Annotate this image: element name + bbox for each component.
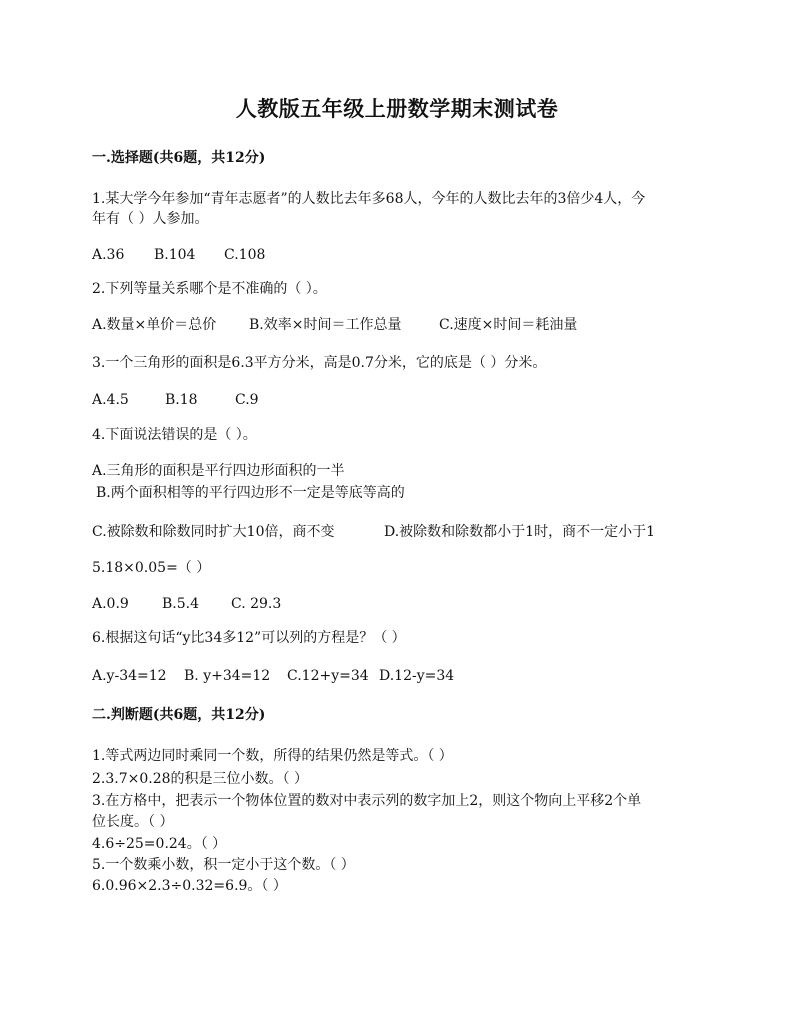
- page-title: 人教版五年级上册数学期末测试卷: [235, 96, 559, 121]
- question-2-options: [92, 317, 577, 334]
- option-c: C.9: [235, 392, 259, 408]
- question-6-stem: 6.根据这句话“y比34多12”可以列的方程是？（ ）: [92, 630, 406, 646]
- question-5-options: [92, 596, 281, 613]
- judgement-3-line-1: 3.在方格中，把表示一个物体位置的数对中表示列的数字加上2，则这个物向上平移2个单: [92, 793, 642, 809]
- section-heading-judgement: 二.判断题(共6题，共12分): [92, 707, 266, 723]
- option-a: A.4.5: [92, 392, 129, 408]
- option-b: B.效率×时间＝工作总量: [249, 317, 402, 333]
- question-1-options: [92, 247, 265, 264]
- question-4-option-b: B.两个面积相等的平行四边形不一定是等底等高的: [96, 485, 405, 501]
- option-b: B. y+34=12: [184, 668, 271, 684]
- option-a: A.0.9: [92, 596, 129, 612]
- option-d: D.被除数和除数都小于1时，商不一定小于1: [384, 524, 655, 540]
- question-1-line-2: 年有（ ）人参加。: [92, 211, 209, 227]
- option-d: D.12-y=34: [379, 668, 455, 684]
- option-a: A.数量×单价＝总价: [92, 317, 217, 333]
- question-4-stem: 4.下面说法错误的是（ ）。: [92, 427, 257, 443]
- question-4-option-a: A.三角形的面积是平行四边形面积的一半: [92, 463, 345, 479]
- option-a: A.y-34=12: [92, 668, 167, 684]
- question-4-options-cd: [92, 524, 655, 541]
- question-1-line-1: 1.某大学今年参加“青年志愿者”的人数比去年多68人，今年的人数比去年的3倍少4人，今: [92, 191, 646, 207]
- judgement-5: 5.一个数乘小数，积一定小于这个数。（ ）: [92, 857, 355, 873]
- option-c: C.12+y=34: [287, 668, 369, 684]
- option-c: C.108: [224, 247, 266, 263]
- question-6-options: [92, 668, 454, 685]
- judgement-6: 6.0.96×2.3÷0.32=6.9。（ ）: [92, 878, 287, 894]
- judgement-1: 1.等式两边同时乘同一个数，所得的结果仍然是等式。（ ）: [92, 748, 453, 764]
- option-b: B.104: [154, 247, 196, 263]
- question-5-stem: 5.18×0.05=（ ）: [92, 560, 211, 576]
- option-a: A.36: [92, 247, 125, 263]
- question-3-stem: 3.一个三角形的面积是6.3平方分米，高是0.7分米，它的底是（ ）分米。: [92, 355, 547, 371]
- option-b: B.18: [165, 392, 198, 408]
- option-c: C.速度×时间＝耗油量: [439, 317, 578, 333]
- question-2-stem: 2.下列等量关系哪个是不准确的（ ）。: [92, 281, 327, 297]
- judgement-4: 4.6÷25=0.24。（ ）: [92, 836, 227, 852]
- option-c: C.被除数和除数同时扩大10倍，商不变: [92, 524, 335, 540]
- judgement-3-line-2: 位长度。（ ）: [92, 814, 174, 830]
- section-heading-choice: 一.选择题(共6题，共12分): [92, 150, 266, 166]
- option-c: C. 29.3: [231, 596, 282, 612]
- option-b: B.5.4: [162, 596, 200, 612]
- judgement-2: 2.3.7×0.28的积是三位小数。（ ）: [92, 771, 308, 787]
- question-3-options: [92, 392, 259, 409]
